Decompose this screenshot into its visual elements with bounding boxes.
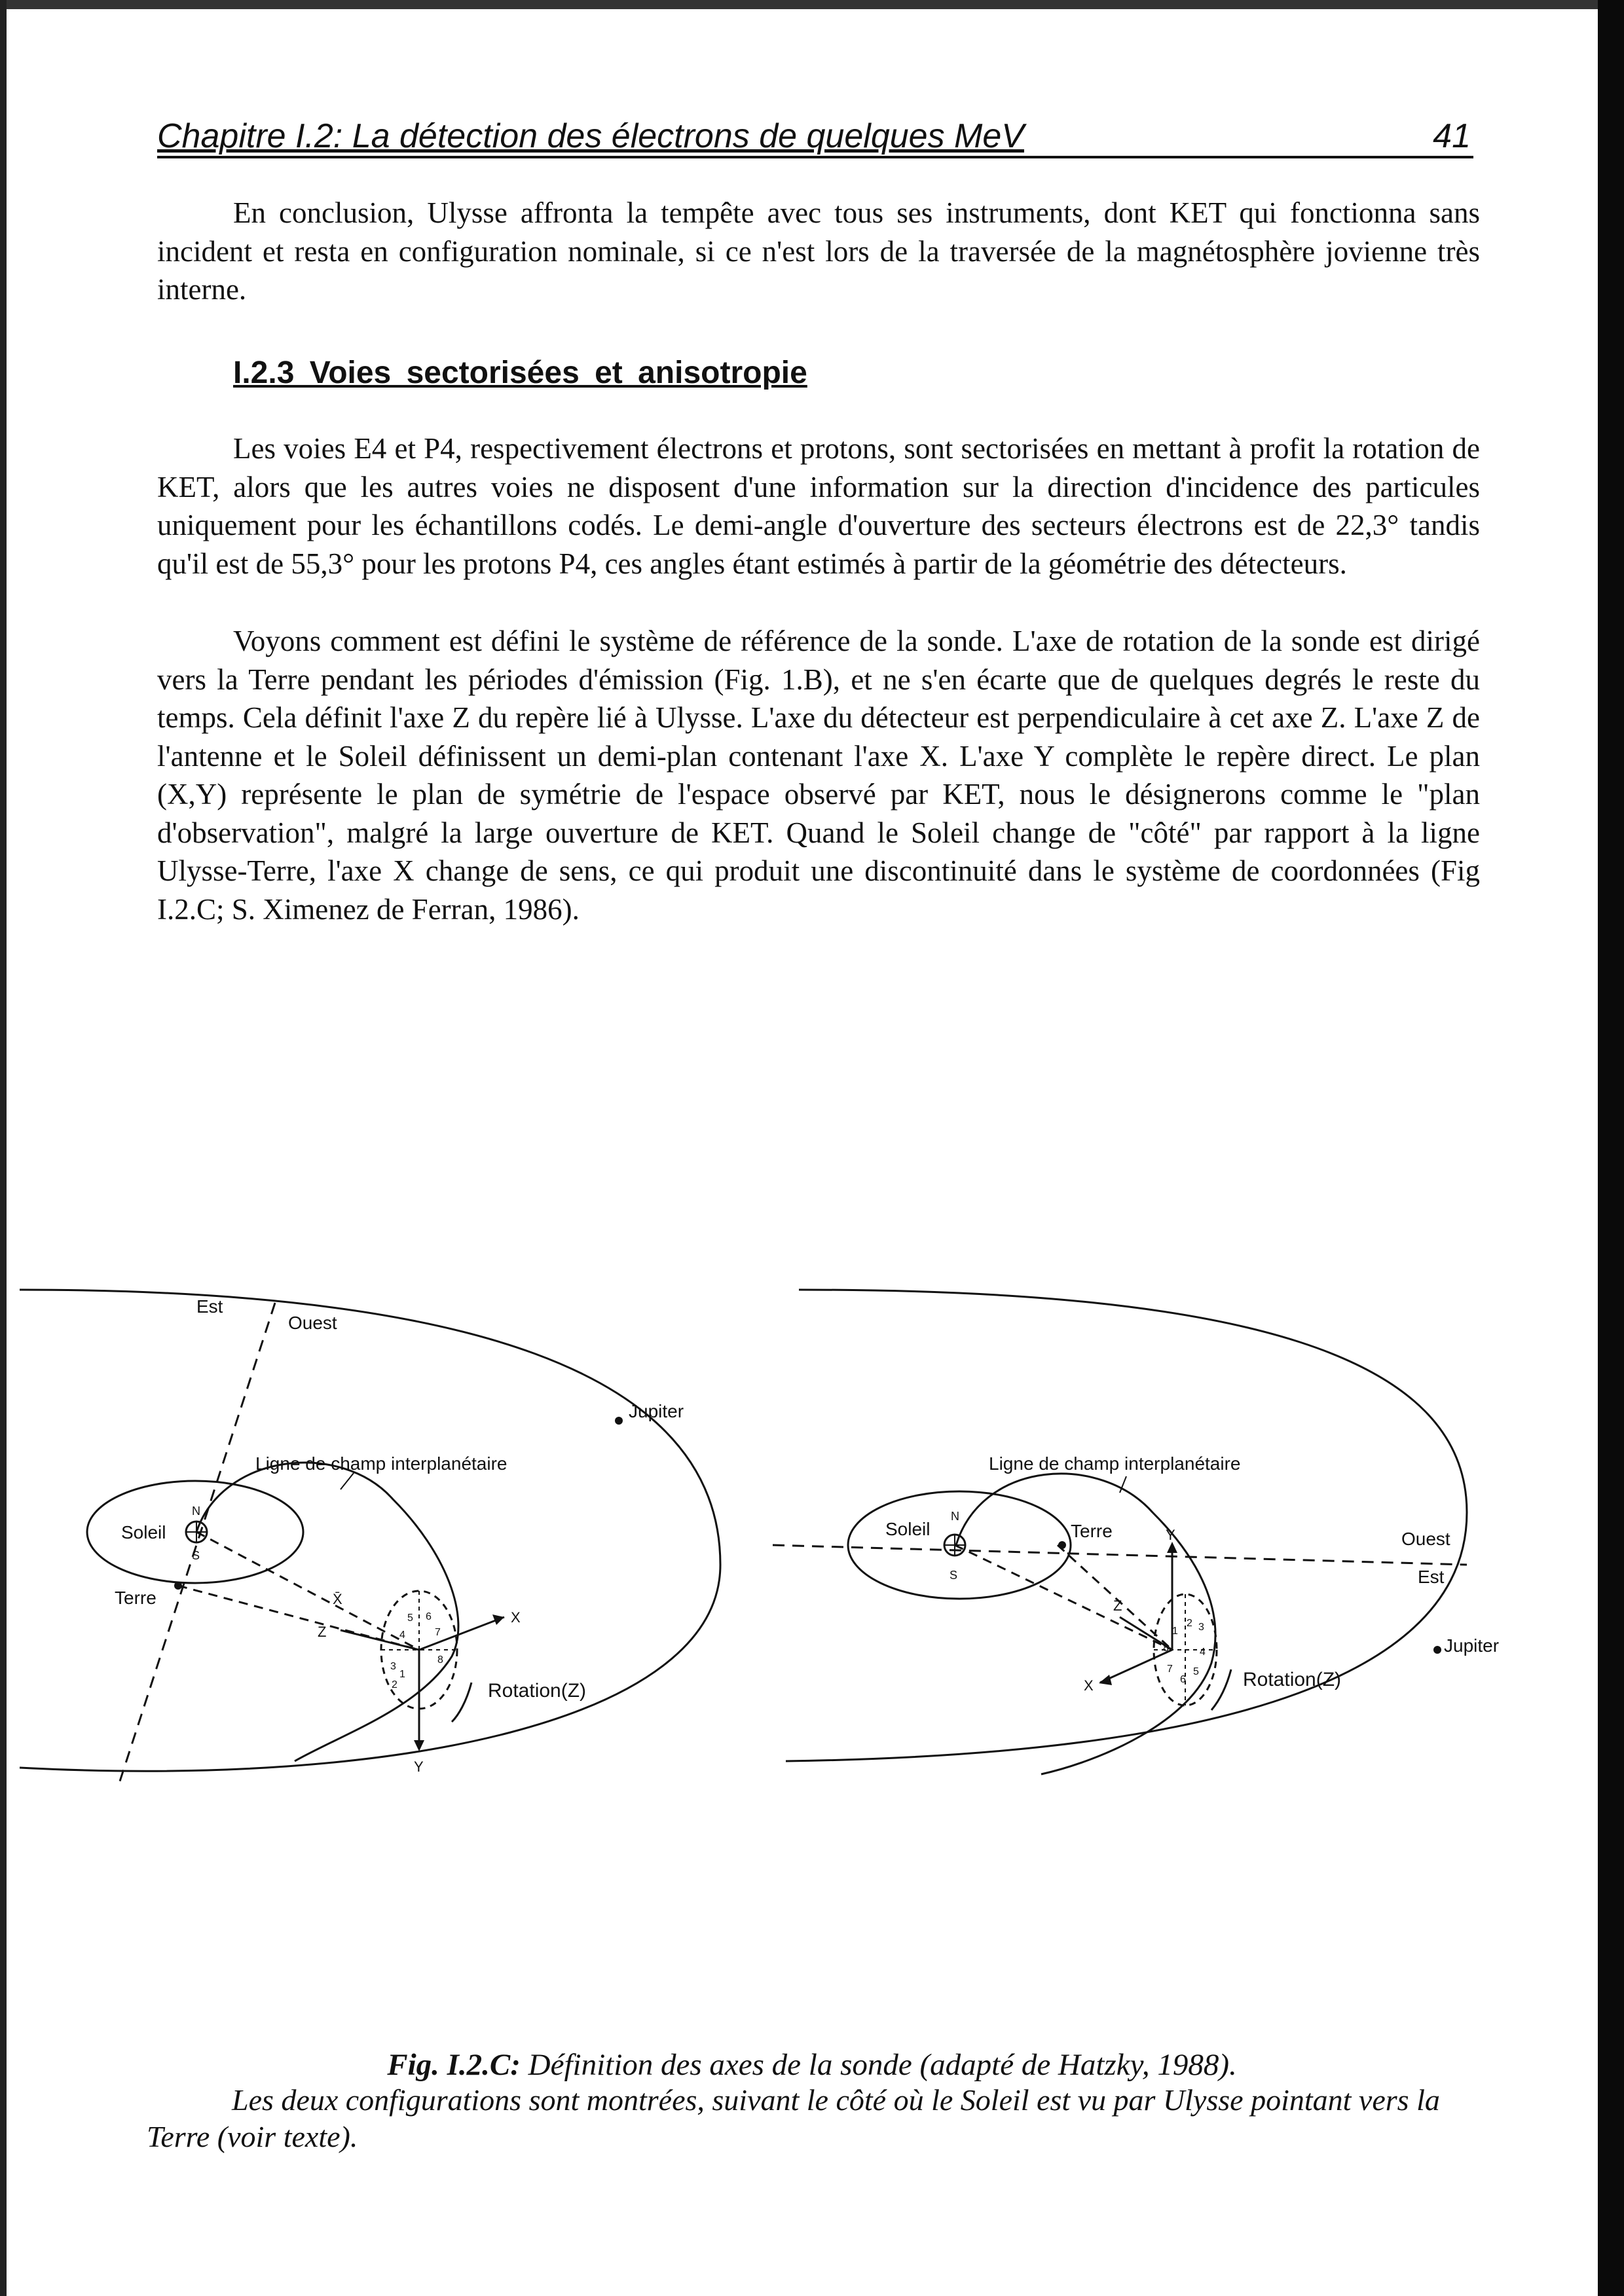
- left-label-x: X: [511, 1609, 521, 1626]
- figure-title: Définition des axes de la sonde (adapté de Hatzky, 1988).: [520, 2048, 1237, 2082]
- left-label-z: Z: [318, 1624, 327, 1640]
- running-header: [157, 117, 1473, 158]
- right-sector-8: 8: [1163, 1643, 1169, 1654]
- page-number: 41: [1433, 117, 1471, 155]
- left-label-rotation: Rotation(Z): [488, 1680, 587, 1702]
- scan-border-right: [1598, 0, 1624, 2296]
- right-label-z: Z: [1113, 1597, 1122, 1614]
- right-label-x: X: [1084, 1677, 1094, 1694]
- right-label-s: S: [950, 1569, 958, 1582]
- left-label-field-line: Ligne de champ interplanétaire: [255, 1453, 507, 1474]
- left-sector-2: 2: [392, 1679, 397, 1690]
- section-heading: I.2.3 Voies sectorisées et anisotropie: [233, 355, 807, 390]
- left-sector-6: 6: [426, 1611, 432, 1622]
- scan-border-top: [0, 0, 1624, 9]
- left-sun-probe-line: [196, 1532, 419, 1650]
- figure-label: Fig. I.2.C:: [387, 2048, 521, 2082]
- right-label-ouest: Ouest: [1401, 1529, 1450, 1549]
- right-label-terre: Terre: [1071, 1521, 1113, 1541]
- left-x-axis: [419, 1617, 504, 1650]
- figure-caption-body: Les deux configurations sont montrées, suivant le côté où le Soleil est vu par Ulysse pointant vers la Terre (voir texte).: [147, 2083, 1440, 2153]
- paragraph-reference-system: Voyons comment est défini le système de référence de la sonde. L'axe de rotation de la sonde est dirigé vers la Terre pendant les périodes d'émission (Fig. 1.B), et ne s'en écarte que de quelques degrés le reste du temps. Cela définit l'axe Z du repère lié à Ulysse. L'axe du détecteur est perpendiculaire à cet axe Z. L'axe Z de l'antenne et le Soleil définissent un demi-plan contenant l'axe X. L'axe Y complète le repère direct. Le plan (X,Y) représente le plan de symétrie de l'espace observé par KET, nous le désignerons comme le "plan d'observation", malgré la large ouverture de KET. Quand le Soleil change de "côté" par rapport à la ligne Ulysse-Terre, l'axe X change de sens, ce qui produit une discontinuité dans le système de coordonnées (Fig I.2.C; S. Ximenez de Ferran, 1986).: [157, 625, 1480, 926]
- left-sector-1: 1: [399, 1669, 405, 1680]
- left-rotation-arrow: [452, 1683, 471, 1722]
- right-label-field-line: Ligne de champ interplanétaire: [989, 1453, 1241, 1474]
- right-x-axis: [1100, 1650, 1172, 1683]
- right-est-ouest-divider: [773, 1545, 1467, 1565]
- left-sector-3: 3: [390, 1661, 396, 1672]
- scan-border-left: [0, 0, 7, 2296]
- right-sector-1: 1: [1172, 1626, 1178, 1637]
- right-sector-4: 4: [1200, 1647, 1206, 1658]
- paragraph-conclusion: En conclusion, Ulysse affronta la tempête avec tous ses instruments, dont KET qui fonctionna sans incident et resta en configuration nominale, si ce n'est lors de la traversée de la magnétosphère jovienne très interne.: [157, 196, 1480, 306]
- left-z-axis: [341, 1630, 419, 1650]
- figure-caption-title: [0, 2047, 1624, 2083]
- chapter-title: Chapitre I.2: La détection des électrons de quelques MeV: [157, 117, 1024, 155]
- left-est-ouest-divider: [118, 1303, 275, 1787]
- right-sector-5: 5: [1193, 1666, 1199, 1677]
- right-sector-7: 7: [1167, 1664, 1173, 1675]
- left-label-est: Est: [196, 1296, 223, 1317]
- right-configuration: [773, 1290, 1467, 1774]
- left-field-pointer: [341, 1473, 354, 1489]
- left-sector-7: 7: [435, 1627, 441, 1638]
- left-sector-5: 5: [407, 1613, 413, 1624]
- left-sector-8: 8: [437, 1654, 443, 1666]
- right-sector-2: 2: [1187, 1618, 1192, 1629]
- right-rotation-arrow: [1211, 1669, 1231, 1710]
- right-label-n: N: [951, 1510, 959, 1523]
- right-label-soleil: Soleil: [885, 1519, 931, 1539]
- left-sector-4: 4: [399, 1630, 405, 1641]
- right-sector-6: 6: [1180, 1674, 1186, 1685]
- left-label-ouest: Ouest: [288, 1313, 337, 1333]
- right-field-line: [956, 1474, 1215, 1774]
- left-label-y: Y: [414, 1758, 424, 1775]
- left-label-xbar: X̄: [333, 1591, 342, 1607]
- left-label-n: N: [192, 1504, 200, 1518]
- right-label-est: Est: [1418, 1567, 1445, 1587]
- left-label-terre: Terre: [115, 1588, 157, 1608]
- right-sector-3: 3: [1198, 1622, 1204, 1633]
- left-label-soleil: Soleil: [121, 1522, 166, 1542]
- right-label-jupiter: Jupiter: [1444, 1635, 1500, 1656]
- left-label-s: S: [192, 1549, 200, 1562]
- paragraph-sectorized-channels: Les voies E4 et P4, respectivement électrons et protons, sont sectorisées en mettant à profit la rotation de KET, alors que les autres voies ne disposent d'une information sur la direction d'incidence des particules uniquement pour les échantillons codés. Le demi-angle d'ouverture des secteurs électrons est de 22,3° tandis qu'il est de 55,3° pour les protons P4, ces angles étant estimés à partir de la géométrie des détecteurs.: [157, 432, 1480, 580]
- right-label-rotation: Rotation(Z): [1243, 1669, 1342, 1690]
- right-label-y: Y: [1166, 1527, 1175, 1543]
- left-label-jupiter: Jupiter: [629, 1401, 684, 1421]
- figure-axes-diagram: [0, 1264, 1598, 1840]
